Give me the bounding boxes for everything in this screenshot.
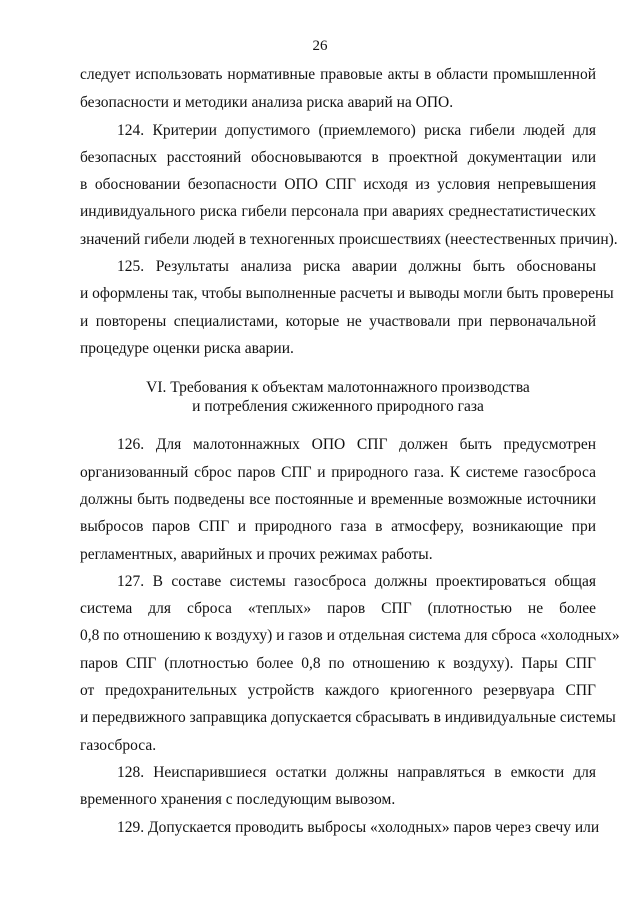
text-line: и повторены специалистами, которые не участвовали при первоначальной <box>80 313 596 330</box>
text-line: следует использовать нормативные правовые акты в области промышленной <box>80 66 596 83</box>
text-line: и оформлены так, чтобы выполненные расчеты и выводы могли быть проверены <box>80 285 614 302</box>
text-line: безопасных расстояний обосновываются в проектной документации или <box>80 149 596 166</box>
text-line: 124. Критерии допустимого (приемлемого) риска гибели людей для <box>117 122 596 139</box>
text-line: должны быть подведены все постоянные и временные возможные источники <box>80 491 596 508</box>
text-line: газосброса. <box>80 737 157 754</box>
text-line: 127. В составе системы газосброса должны проектироваться общая <box>117 573 596 590</box>
text-line: 128. Неиспарившиеся остатки должны направляться в емкости для <box>117 764 596 781</box>
text-line: в обосновании безопасности ОПО СПГ исходя из условия непревышения <box>80 176 596 193</box>
text-line: 126. Для малотоннажных ОПО СПГ должен быть предусмотрен <box>117 436 596 453</box>
text-line: временного хранения с последующим вывозом. <box>80 791 396 808</box>
text-line: безопасности и методики анализа риска аварий на ОПО. <box>80 94 454 111</box>
text-line: индивидуального риска гибели персонала при авариях среднестатистических <box>80 203 596 220</box>
text-line: значений гибели людей в техногенных происшествиях (неестественных причин). <box>80 231 618 248</box>
text-line: система для сброса «теплых» паров СПГ (плотностью не более <box>80 600 596 617</box>
text-line: от предохранительных устройств каждого криогенного резервуара СПГ <box>80 682 596 699</box>
text-line: паров СПГ (плотностью более 0,8 по отношению к воздуху). Пары СПГ <box>80 655 596 672</box>
text-line: и передвижного заправщика допускается сбрасывать в индивидуальные системы <box>80 709 616 726</box>
text-line: выбросов паров СПГ и природного газа в атмосферу, возникающие при <box>80 518 596 535</box>
text-line: 125. Результаты анализа риска аварии должны быть обоснованы <box>117 258 596 275</box>
section-heading-line-1: VI. Требования к объектам малотоннажного производства <box>146 379 530 396</box>
text-line: организованный сброс паров СПГ и природного газа. К системе газосброса <box>80 464 596 481</box>
page-number: 26 <box>312 38 328 54</box>
section-heading-line-2: и потребления сжиженного природного газа <box>192 398 484 415</box>
text-line: регламентных, аварийных и прочих режимах работы. <box>80 546 433 563</box>
text-line: 129. Допускается проводить выбросы «холодных» паров через свечу или <box>117 819 600 836</box>
text-line: 0,8 по отношению к воздуху) и газов и отдельная система для сброса «холодных» <box>80 627 620 644</box>
text-line: процедуре оценки риска аварии. <box>80 340 294 357</box>
